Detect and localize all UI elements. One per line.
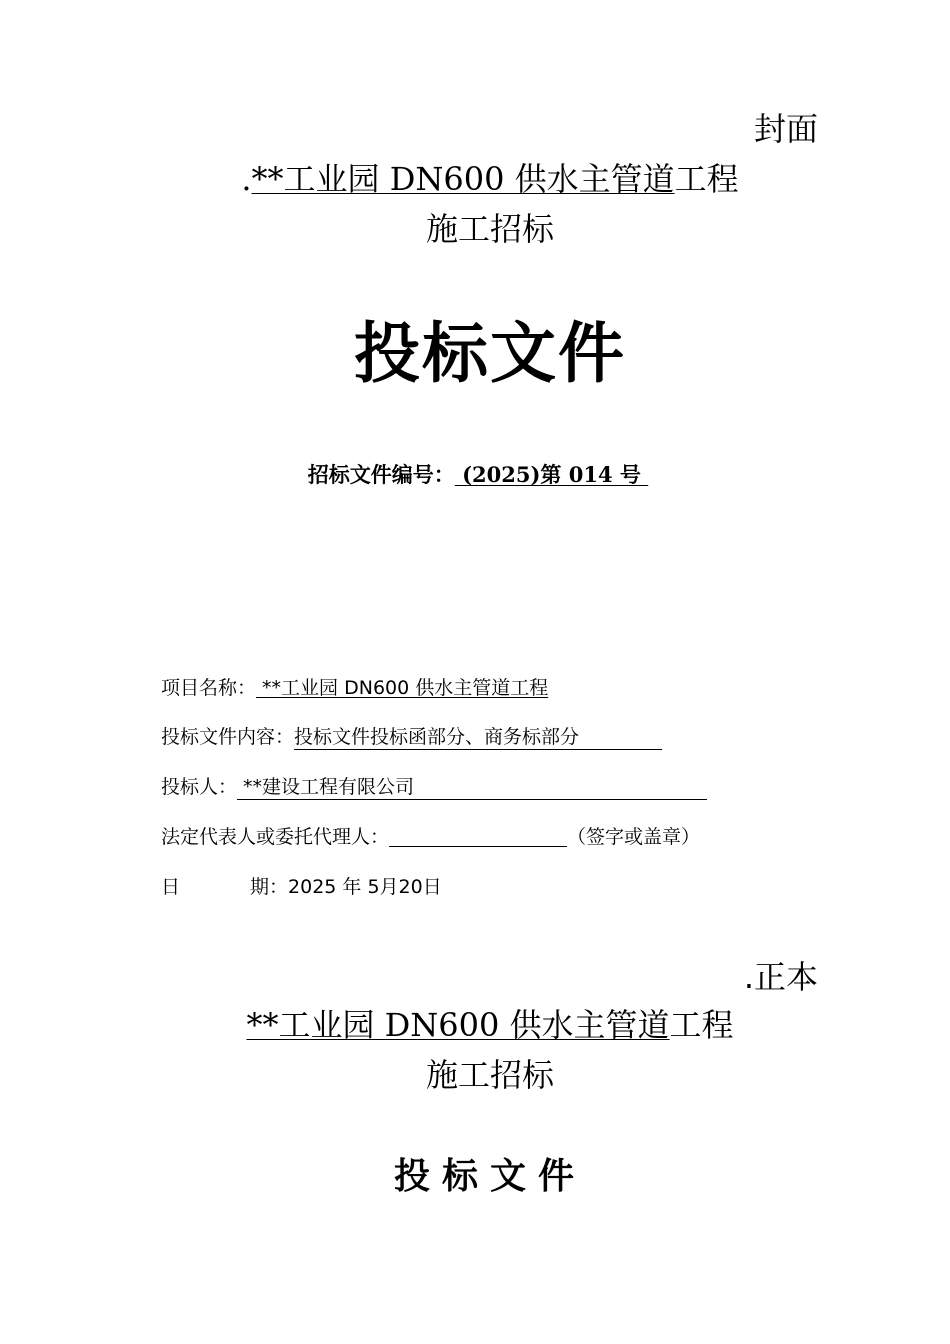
date-value: 2025 年 5月20日 xyxy=(288,876,442,898)
project-title-underlined: **工业园 DN600 供水主管道 xyxy=(251,160,675,198)
project-title-2-suffix: 工程 xyxy=(669,1006,734,1044)
subtitle-2: 施工招标 xyxy=(425,1056,554,1094)
rep-suffix: （签字或盖章） xyxy=(567,826,701,848)
bidder-value: **建设工程有限公司 xyxy=(237,776,415,798)
date-label-2: 期： xyxy=(250,876,289,898)
project-title-2-underlined: **工业园 DN600 供水主管道 xyxy=(246,1006,670,1044)
project-name-value: **工业园 DN600 供水主管道工程 xyxy=(256,677,549,699)
tender-number xyxy=(0,459,950,489)
subtitle: 施工招标 xyxy=(425,210,554,248)
bidder-label: 投标人： xyxy=(161,776,238,798)
tender-number-label: 招标文件编号： xyxy=(307,462,455,487)
original-tag: .正本 xyxy=(743,958,818,996)
rep-signature-line xyxy=(389,827,567,847)
content-underline xyxy=(294,722,662,750)
field-content xyxy=(161,722,662,750)
date-label-1: 日 xyxy=(161,876,181,898)
field-representative xyxy=(161,822,700,849)
project-title xyxy=(0,154,950,200)
project-name-label: 项目名称： xyxy=(161,677,257,699)
rep-label: 法定代表人或委托代理人： xyxy=(161,826,390,848)
project-title-2 xyxy=(0,1000,950,1046)
content-label: 投标文件内容： xyxy=(161,726,295,748)
cover-tag: 封面 xyxy=(753,110,818,148)
bidder-underline xyxy=(237,772,707,800)
project-title-prefix: . xyxy=(241,160,252,198)
field-date xyxy=(161,872,442,899)
field-project-name xyxy=(161,673,548,700)
main-title: 投标文件 xyxy=(354,315,626,392)
main-title-2: 投标文件 xyxy=(393,1156,586,1197)
tender-number-value: (2025)第 014 号 xyxy=(454,462,649,487)
project-title-suffix: 工程 xyxy=(674,160,739,198)
field-bidder xyxy=(161,772,707,800)
content-value: 投标文件投标函部分、商务标部分 xyxy=(294,726,580,748)
